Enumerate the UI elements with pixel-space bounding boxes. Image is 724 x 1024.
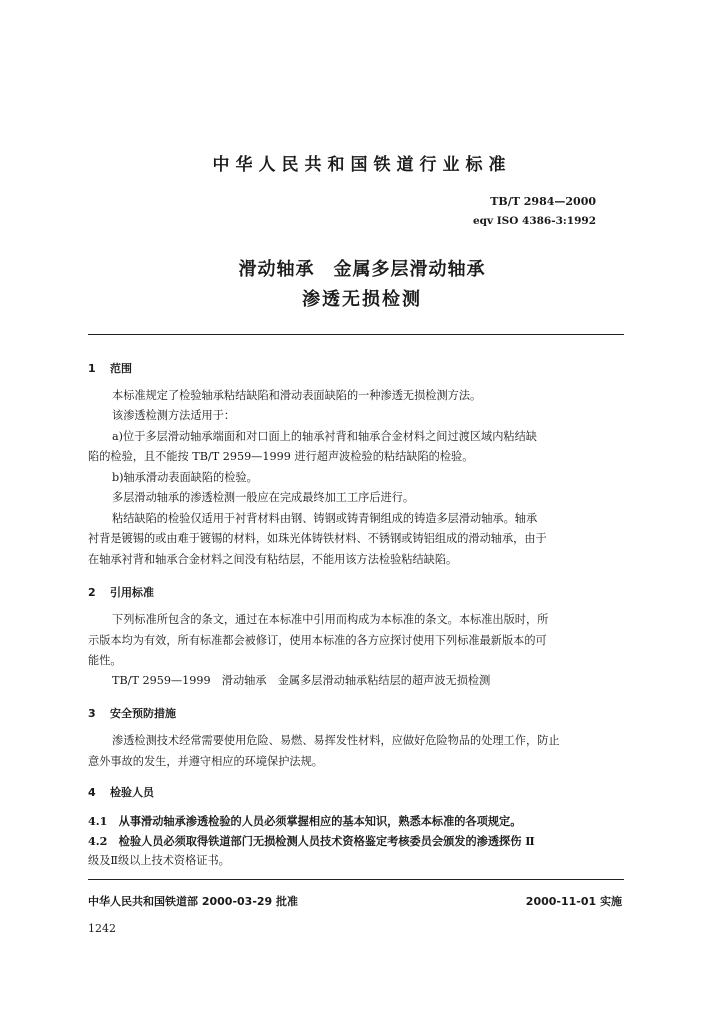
section-number: 2 [88,586,96,599]
clause-4-1: 4.1 从事滑动轴承渗透检验的人员必须掌握相应的基本知识，熟悉本标准的各项规定。 [88,814,522,828]
paragraph: 本标准规定了检验轴承粘结缺陷和滑动表面缺陷的一种渗透无损检测方法。 [112,389,482,402]
paragraph: 在轴承衬背和轴承合金材料之间没有粘结层，不能用该方法检验粘结缺陷。 [88,553,458,566]
header-divider [88,334,624,335]
clause-4-2: 4.2 检验人员必须取得铁道部门无损检测人员技术资格鉴定考核委员会颁发的渗透探伤 Ⅱ [88,834,535,848]
paragraph: b)轴承滑动表面缺陷的检验。 [112,471,258,484]
section-title: 安全预防措施 [110,707,176,720]
section-number: 3 [88,707,96,720]
section-heading-3 [88,705,176,721]
section-number: 4 [88,786,96,799]
footer-divider [88,879,624,880]
paragraph: 示版本均为有效，所有标准都会被修订，使用本标准的各方应探讨使用下列标准最新版本的可 [88,634,547,647]
section-title: 引用标准 [110,586,154,599]
standard-category-title: 中华人民共和国铁道行业标准 [212,155,512,175]
document-title-line2: 渗透无损检测 [302,289,422,310]
document-title-line1: 滑动轴承 金属多层滑动轴承 [238,259,486,280]
section-heading-1 [88,360,132,376]
paragraph: 级及Ⅱ级以上技术资格证书。 [88,854,230,867]
reference-entry: TB/T 2959—1999 滑动轴承 金属多层滑动轴承粘结层的超声波无损检测 [112,674,491,687]
paragraph: 下列标准所包含的条文，通过在本标准中引用而构成为本标准的条文。本标准出版时，所 [112,613,549,626]
section-number: 1 [88,362,96,375]
paragraph: 陷的检验，且不能按 TB/T 2959—1999 进行超声波检验的粘结缺陷的检验。 [88,450,474,463]
paragraph: a)位于多层滑动轴承端面和对口面上的轴承衬背和轴承合金材料之间过渡区域内粘结缺 [112,430,537,443]
standard-code: TB/T 2984—2000 [490,195,596,208]
paragraph: 渗透检测技术经常需要使用危险、易燃、易挥发性材料，应做好危险物品的处理工作，防止 [112,734,560,747]
paragraph: 衬背是镀锡的或由难于镀锡的材料，如珠光体铸铁材料、不锈钢或铸铝组成的滑动轴承，由于 [88,532,547,545]
paragraph: 多层滑动轴承的渗透检测一般应在完成最终加工工序后进行。 [112,491,415,504]
section-title: 检验人员 [110,786,154,799]
effective-date: 2000-11-01 实施 [525,895,622,908]
paragraph: 该渗透检测方法适用于： [112,409,236,422]
paragraph: 意外事故的发生，并遵守相应的环境保护法规。 [88,755,323,768]
section-title: 范围 [110,362,132,375]
section-heading-2 [88,584,154,600]
approval-date: 中华人民共和国铁道部 2000-03-29 批准 [88,895,299,908]
paragraph: 粘结缺陷的检验仅适用于衬背材料由钢、铸钢或铸青铜组成的铸造多层滑动轴承。轴承 [112,512,538,525]
paragraph: 能性。 [88,654,122,667]
section-heading-4 [88,784,154,800]
page-number: 1242 [88,922,116,935]
equivalent-standard-code: eqv ISO 4386-3:1992 [472,215,596,227]
